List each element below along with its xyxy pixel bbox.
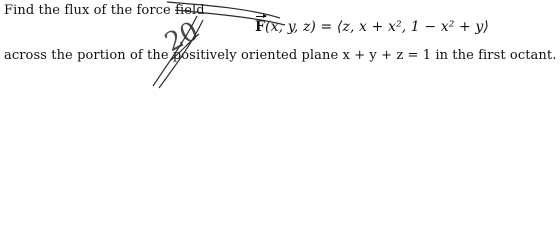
problem-line-1: Find the flux of the force field [4,3,205,18]
vector-f-symbol: F [255,19,266,35]
problem-line-3: across the portion of the positively oriented plane x + y + z = 1 in the first octant. [4,48,557,63]
vector-field-equation [255,19,489,35]
watermark-text: 20 [160,16,204,59]
document-page [0,0,560,80]
vector-field-expression: (x, y, z) = ⟨z, x + x², 1 − x² + y⟩ [265,19,489,35]
